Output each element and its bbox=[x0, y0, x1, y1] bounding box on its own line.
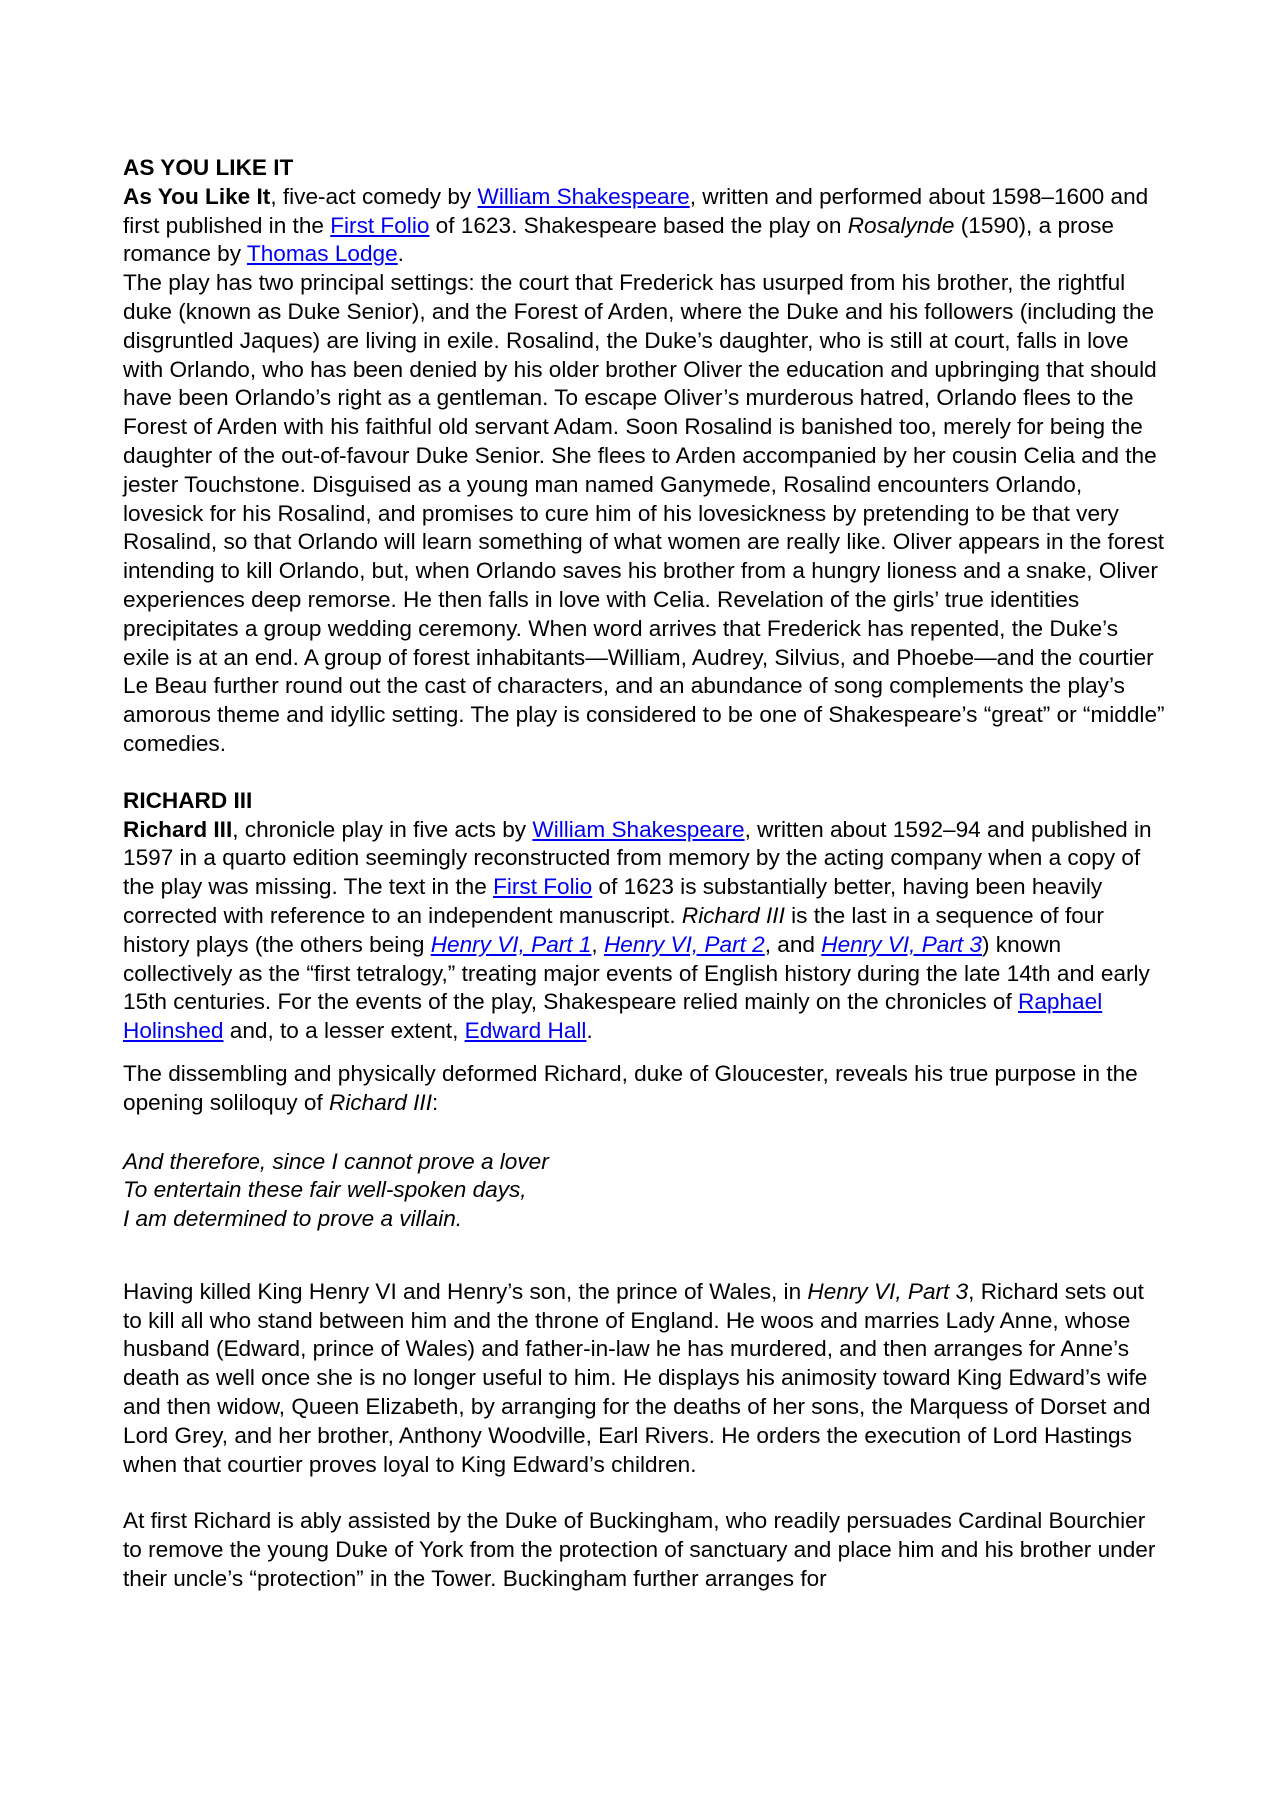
text-run: : bbox=[431, 1089, 439, 1115]
italic-richard-iii: Richard III bbox=[329, 1089, 432, 1115]
text-run: (1590), a prose romance by bbox=[123, 212, 1114, 267]
as-you-like-it-summary-paragraph: The play has two principal settings: the court that Frederick has usurped from his brother, the rightful duke (known as Duke Senior), and the Forest of Arden, where the Duke and his followers (including the disgruntled Jaques) are living in exile. Rosalind, the Duke’s daughter, who is still at court, falls in love with Orlando, who has been denied by his older brother Oliver the education and upbringing that should have been Orlando’s right as a gentleman. To escape Oliver’s murderous hatred, Orlando flees to the Forest of Arden with his faithful old servant Adam. Soon Rosalind is banished too, merely for being the daughter of the out-of-favour Duke Senior. She flees to Arden accompanied by her cousin Celia and the jester Touchstone. Disguised as a young man named Ganymede, Rosalind encounters Orlando, lovesick for his Rosalind, and promises to cure him of his lovesickness by pretending to be that very Rosalind, so that Orlando will learn something of what women are really like. Oliver appears in the forest intending to kill Orlando, but, when Orlando saves his brother from a hungry lioness and a snake, Oliver experiences deep remorse. He then falls in love with Celia. Revelation of the girls’ true identities precipitates a group wedding ceremony. When word arrives that Frederick has repented, the Duke’s exile is at an end. A group of forest inhabitants—William, Audrey, Silvius, and Phoebe—and the courtier Le Beau further round out the cast of characters, and an abundance of song complements the play’s amorous theme and idyllic setting. The play is considered to be one of Shakespeare’s “great” or “middle” comedies. bbox=[123, 270, 1165, 756]
section-heading-as-you-like-it: AS YOU LIKE IT bbox=[123, 155, 294, 180]
soliloquy-intro-paragraph bbox=[123, 1060, 1168, 1118]
text-run: ) known collectively as the “first tetralogy,” treating major events of English history during the late 14th and early 15th centuries. For the events of the play, Shakespeare relied mainly on the chronicles of bbox=[123, 931, 1150, 1015]
quote-line: To entertain these fair well-spoken days, bbox=[123, 1177, 527, 1203]
text-run: . bbox=[397, 241, 404, 267]
italic-richard-iii: Richard III bbox=[681, 902, 785, 928]
text-run: . bbox=[586, 1018, 593, 1044]
richard-iii-intro-paragraph bbox=[123, 816, 1168, 1046]
spacer bbox=[123, 1118, 1168, 1148]
link-raphael-holinshed[interactable]: Raphael Holinshed bbox=[123, 989, 1103, 1044]
as-you-like-it-intro-paragraph bbox=[123, 183, 1168, 269]
text-run: is the last in a sequence of four history plays (the others being bbox=[123, 902, 1104, 957]
quote-line: And therefore, since I cannot prove a lover bbox=[123, 1148, 549, 1174]
section-heading-richard-iii: RICHARD III bbox=[123, 787, 253, 813]
link-first-folio[interactable]: First Folio bbox=[493, 874, 593, 900]
text-run: The dissembling and physically deformed Richard, duke of Gloucester, reveals his true purpose in the opening soliloquy of bbox=[123, 1060, 1138, 1115]
link-henry-vi-part-1[interactable]: Henry VI, Part 1 bbox=[430, 931, 592, 957]
link-thomas-lodge[interactable]: Thomas Lodge bbox=[246, 241, 398, 267]
bold-title: Richard III bbox=[123, 816, 233, 842]
link-first-folio[interactable]: First Folio bbox=[330, 212, 430, 238]
richard-plot-paragraph bbox=[123, 1278, 1168, 1480]
link-edward-hall[interactable]: Edward Hall bbox=[464, 1018, 587, 1044]
text-run: , written about 1592–94 and published in 1597 in a quarto edition seemingly reconstructed from memory by the acting company when a copy of the play was missing. The text in the bbox=[123, 816, 1152, 900]
bold-title: As You Like It bbox=[123, 183, 271, 209]
link-henry-vi-part-2[interactable]: Henry VI, Part 2 bbox=[603, 931, 765, 957]
text-run: , Richard sets out to kill all who stand between him and the throne of England. He woos and marries Lady Anne, whose husband (Edward, prince of Wales) and father-in-law he has murdered, and then arranges for Anne’s death as well once she is no longer useful to him. He displays his animosity toward King Edward’s wife and then widow, Queen Elizabeth, by arranging for the deaths of her sons, the Marquess of Dorset and Lord Grey, and her brother, Anthony Woodville, Earl Rivers. He orders the execution of Lord Hastings when that courtier proves loyal to King Edward’s children. bbox=[123, 1278, 1151, 1477]
buckingham-paragraph: At first Richard is ably assisted by the Duke of Buckingham, who readily persuades Cardinal Bourchier to remove the young Duke of York from the protection of sanctuary and place him and his brother under their uncle’s “protection” in the Tower. Buckingham further arranges for bbox=[123, 1508, 1156, 1592]
text-run: , and bbox=[764, 931, 822, 957]
quote-line: I am determined to prove a villain. bbox=[123, 1206, 463, 1232]
spacer bbox=[123, 1479, 1168, 1507]
spacer bbox=[123, 1046, 1168, 1060]
text-run: Having killed King Henry VI and Henry’s son, the prince of Wales, in bbox=[123, 1278, 808, 1304]
link-william-shakespeare[interactable]: William Shakespeare bbox=[532, 816, 745, 842]
document-page bbox=[123, 154, 1168, 1594]
spacer bbox=[123, 759, 1168, 787]
link-henry-vi-part-3[interactable]: Henry VI, Part 3 bbox=[821, 931, 982, 957]
italic-rosalynde: Rosalynde bbox=[847, 212, 955, 238]
soliloquy-quote bbox=[123, 1148, 1168, 1234]
text-run: , five-act comedy by bbox=[270, 183, 478, 209]
text-run: and, to a lesser extent, bbox=[223, 1018, 465, 1044]
text-run: , written and performed about 1598–1600 and first published in the bbox=[123, 183, 1149, 238]
text-run: , chronicle play in five acts by bbox=[232, 816, 533, 842]
text-run: of 1623. Shakespeare based the play on bbox=[429, 212, 848, 238]
text-run: , bbox=[591, 931, 604, 957]
text-run: of 1623 is substantially better, having been heavily corrected with reference to an independent manuscript. bbox=[123, 874, 1103, 928]
spacer bbox=[123, 1234, 1168, 1278]
link-william-shakespeare[interactable]: William Shakespeare bbox=[477, 183, 690, 209]
italic-henry-vi-part-3: Henry VI, Part 3 bbox=[807, 1278, 969, 1304]
